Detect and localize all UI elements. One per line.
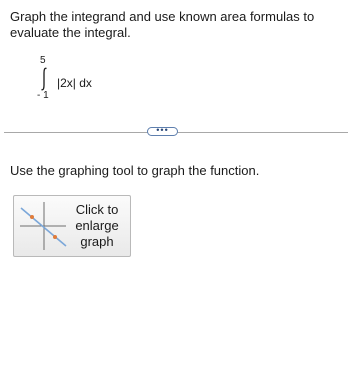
graph-thumbnail-icon: [18, 200, 68, 252]
enlarge-graph-button[interactable]: [13, 195, 131, 257]
integral-sign-icon: [38, 66, 50, 92]
definite-integral: [34, 56, 124, 102]
integrand: |2x| dx: [57, 76, 92, 90]
lower-limit: - 1: [37, 90, 49, 101]
graph-instruction: Use the graphing tool to graph the function.: [10, 163, 260, 178]
question-prompt: Graph the integrand and use known area formulas to evaluate the integral.: [10, 9, 315, 40]
more-button[interactable]: •••: [147, 127, 178, 136]
upper-limit: 5: [40, 55, 46, 66]
enlarge-graph-label: Click to enlarge graph: [75, 202, 119, 249]
